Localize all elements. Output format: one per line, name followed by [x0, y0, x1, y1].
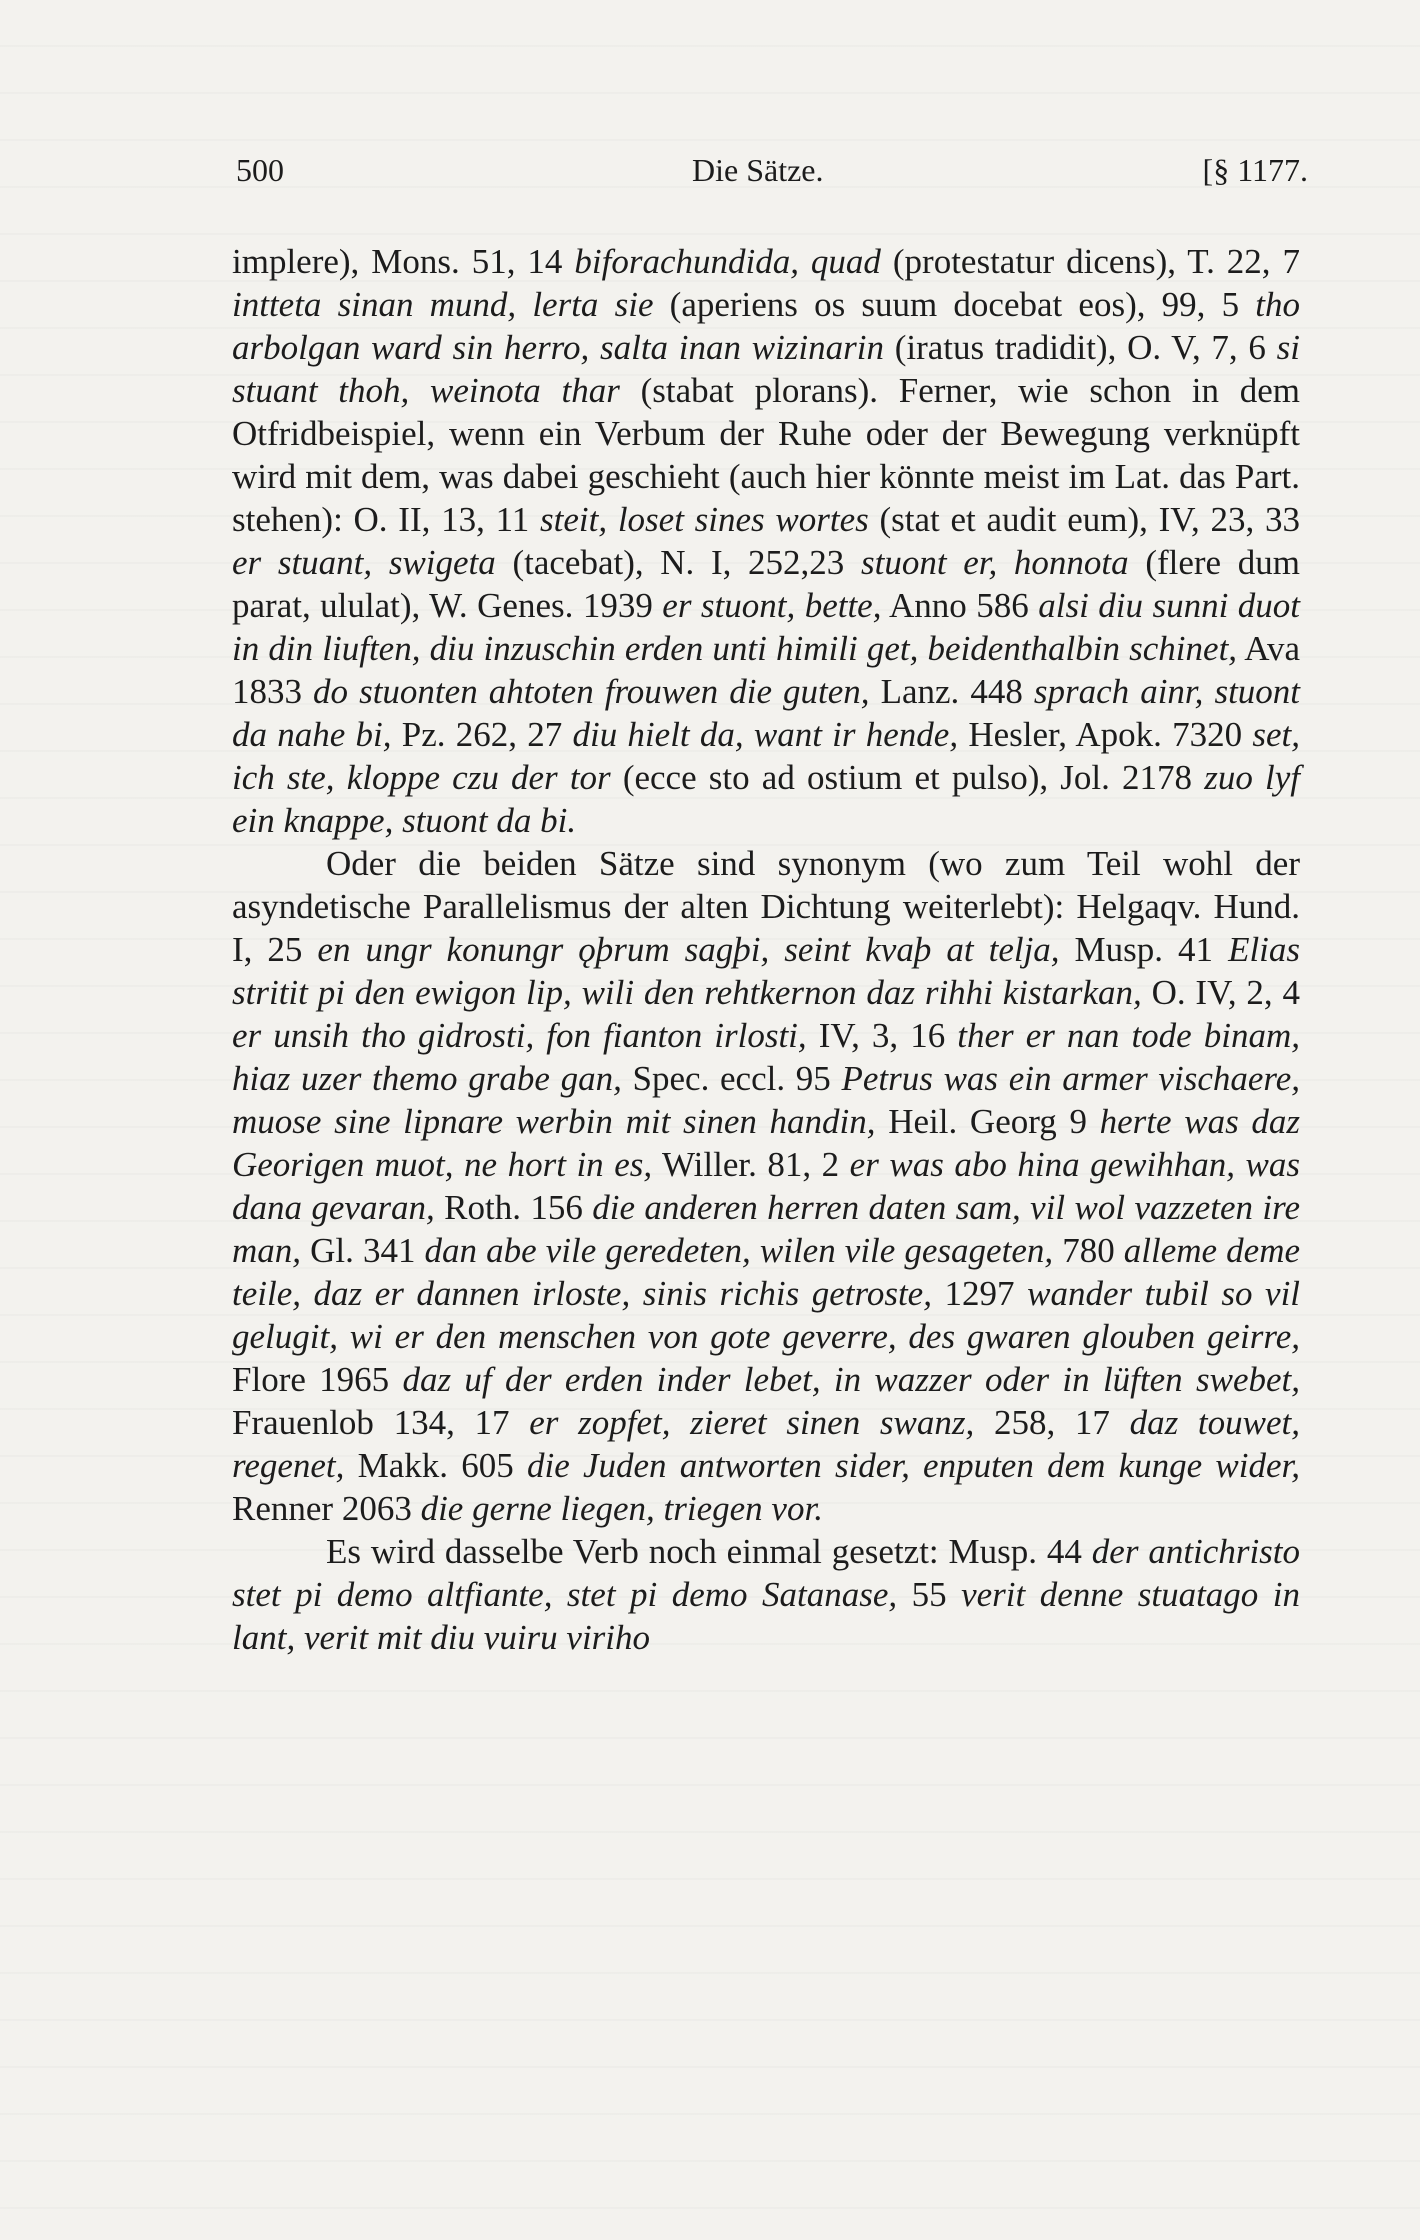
- paragraph-2: [232, 842, 1300, 1530]
- italic-quote: dan abe vile geredeten, wilen vile gesageten,: [424, 1231, 1054, 1270]
- text-run: 1297: [931, 1274, 1028, 1313]
- body-text: [232, 240, 1300, 1659]
- text-run: Oder die beiden Sätze sind synonym (wo zum Teil wohl der asyndetische Parallelismus der alten Dichtung weiterlebt): Helgaqv. Hund. I, 25: [232, 844, 1300, 969]
- text-run: Renner 2063: [232, 1489, 421, 1528]
- text-run: (stabat plorans). Ferner, wie schon in dem Otfridbeispiel, wenn ein Verbum der Ruhe oder der Bewegung verknüpft wird mit dem, was dabei geschieht (auch hier könnte meist im Lat. das Part. stehen): O. II, 13, 11: [232, 371, 1300, 539]
- italic-quote: die gerne liegen, triegen vor.: [420, 1489, 823, 1528]
- text-run: [799, 242, 811, 281]
- italic-quote: stuont er, honnota: [860, 543, 1129, 582]
- text-run: Hesler, Apok. 7320: [958, 715, 1253, 754]
- italic-quote: verit denne stuatago in lant, verit mit diu vuiru viriho: [232, 1575, 1300, 1657]
- text-run: (aperiens os suum docebat eos), 99, 5: [653, 285, 1256, 324]
- italic-quote: wander tubil so vil gelugit, wi er den menschen von gote geverre, des gwaren glouben geirre,: [232, 1274, 1301, 1356]
- italic-quote: set, ich ste, kloppe czu der tor: [232, 715, 1300, 797]
- text-run: Roth. 156: [434, 1188, 593, 1227]
- text-run: (tacebat), N. I, 252,23: [495, 543, 861, 582]
- text-run: 55: [897, 1575, 962, 1614]
- italic-quote: en ungr konungr ǫþrum sagþi, seint kvaþ at telja,: [317, 930, 1060, 969]
- italic-quote: er was abo hina gewihhan, was dana gevaran,: [232, 1145, 1300, 1227]
- italic-quote: intteta sinan mund, lerta sie: [232, 285, 654, 324]
- italic-quote: er unsih tho gidrosti, fon fianton irlosti,: [232, 1016, 807, 1055]
- text-run: (protestatur dicens), T. 22, 7: [880, 242, 1301, 281]
- italic-quote: er stuont, bette,: [662, 586, 882, 625]
- text-run: Anno 586: [881, 586, 1039, 625]
- text-run: Makk. 605: [344, 1446, 527, 1485]
- running-title: Die Sätze.: [692, 152, 824, 188]
- italic-quote: tho arbolgan ward sin herro, salta inan wizinarin: [232, 285, 1300, 367]
- text-run: O. IV, 2, 4: [1141, 973, 1300, 1012]
- italic-quote: ther er nan tode binam, hiaz uzer themo grabe gan,: [232, 1016, 1300, 1098]
- text-run: Ava 1833: [232, 629, 1300, 711]
- text-run: Spec. eccl. 95: [621, 1059, 842, 1098]
- italic-quote: er stuant, swigeta: [232, 543, 496, 582]
- italic-quote: die anderen herren daten sam, vil wol vazzeten ire man,: [232, 1188, 1300, 1270]
- page-number: 500: [236, 152, 284, 188]
- text-run: implere), Mons. 51, 14: [232, 242, 575, 281]
- italic-quote: alsi diu sunni duot in din liuften, diu inzuschin erden unti himili get, beidenthalbin schinet,: [232, 586, 1300, 668]
- text-run: Flore 1965: [232, 1360, 403, 1399]
- text-run: (ecce sto ad ostium et pulso), Jol. 2178: [610, 758, 1205, 797]
- text-run: Es wird dasselbe Verb noch einmal gesetzt: Musp. 44: [326, 1532, 1092, 1571]
- italic-quote: alleme deme teile, daz er dannen irloste, sinis richis getroste,: [232, 1231, 1301, 1313]
- text-run: Lanz. 448: [869, 672, 1034, 711]
- italic-quote: herte was daz Georigen muot, ne hort in es,: [232, 1102, 1301, 1184]
- italic-quote: diu hielt da, want ir hende,: [572, 715, 959, 754]
- text-run: Musp. 41: [1059, 930, 1229, 969]
- italic-quote: daz uf der erden inder lebet, in wazzer oder in lüften swebet,: [402, 1360, 1300, 1399]
- italic-quote: steit, loset sines wortes: [540, 500, 869, 539]
- italic-quote: Elias stritit pi den ewigon lip, wili den rehtkernon daz rihhi kistarkan,: [232, 930, 1301, 1012]
- text-run: Frauenlob 134, 17: [232, 1403, 530, 1442]
- italic-quote: zuo lyf ein knappe, stuont da bi.: [232, 758, 1301, 840]
- text-run: (stat et audit eum), IV, 23, 33: [868, 500, 1300, 539]
- text-run: (iratus tradidit), O. V, 7, 6: [883, 328, 1277, 367]
- running-header: [232, 152, 1318, 192]
- italic-quote: der antichristo stet pi demo altfiante, stet pi demo Satanase,: [232, 1532, 1301, 1614]
- italic-quote: quad: [810, 242, 881, 281]
- text-run: 258, 17: [974, 1403, 1130, 1442]
- text-run: Heil. Georg 9: [875, 1102, 1100, 1141]
- italic-quote: biforachundida,: [574, 242, 799, 281]
- paragraph-3: [232, 1530, 1300, 1659]
- text-run: IV, 3, 16: [806, 1016, 958, 1055]
- italic-quote: er zopfet, zieret sinen swanz,: [529, 1403, 975, 1442]
- text-run: (flere dum parat, ululat), W. Genes. 1939: [232, 543, 1300, 625]
- section-number: [§ 1177.: [1202, 152, 1308, 188]
- italic-quote: si stuant thoh, weinota thar: [232, 328, 1300, 410]
- text-run: Willer. 81, 2: [652, 1145, 850, 1184]
- italic-quote: daz touwet, regenet,: [232, 1403, 1301, 1485]
- italic-quote: die Juden antworten sider, enputen dem kunge wider,: [527, 1446, 1301, 1485]
- text-run: 780: [1053, 1231, 1124, 1270]
- text-run: Pz. 262, 27: [391, 715, 573, 754]
- text-run: Gl. 341: [301, 1231, 425, 1270]
- italic-quote: Petrus was ein armer vischaere, muose sine lipnare werbin mit sinen handin,: [232, 1059, 1300, 1141]
- italic-quote: sprach ainr, stuont da nahe bi,: [232, 672, 1301, 754]
- paragraph-1: [232, 240, 1300, 842]
- italic-quote: do stuonten ahtoten frouwen die guten,: [313, 672, 870, 711]
